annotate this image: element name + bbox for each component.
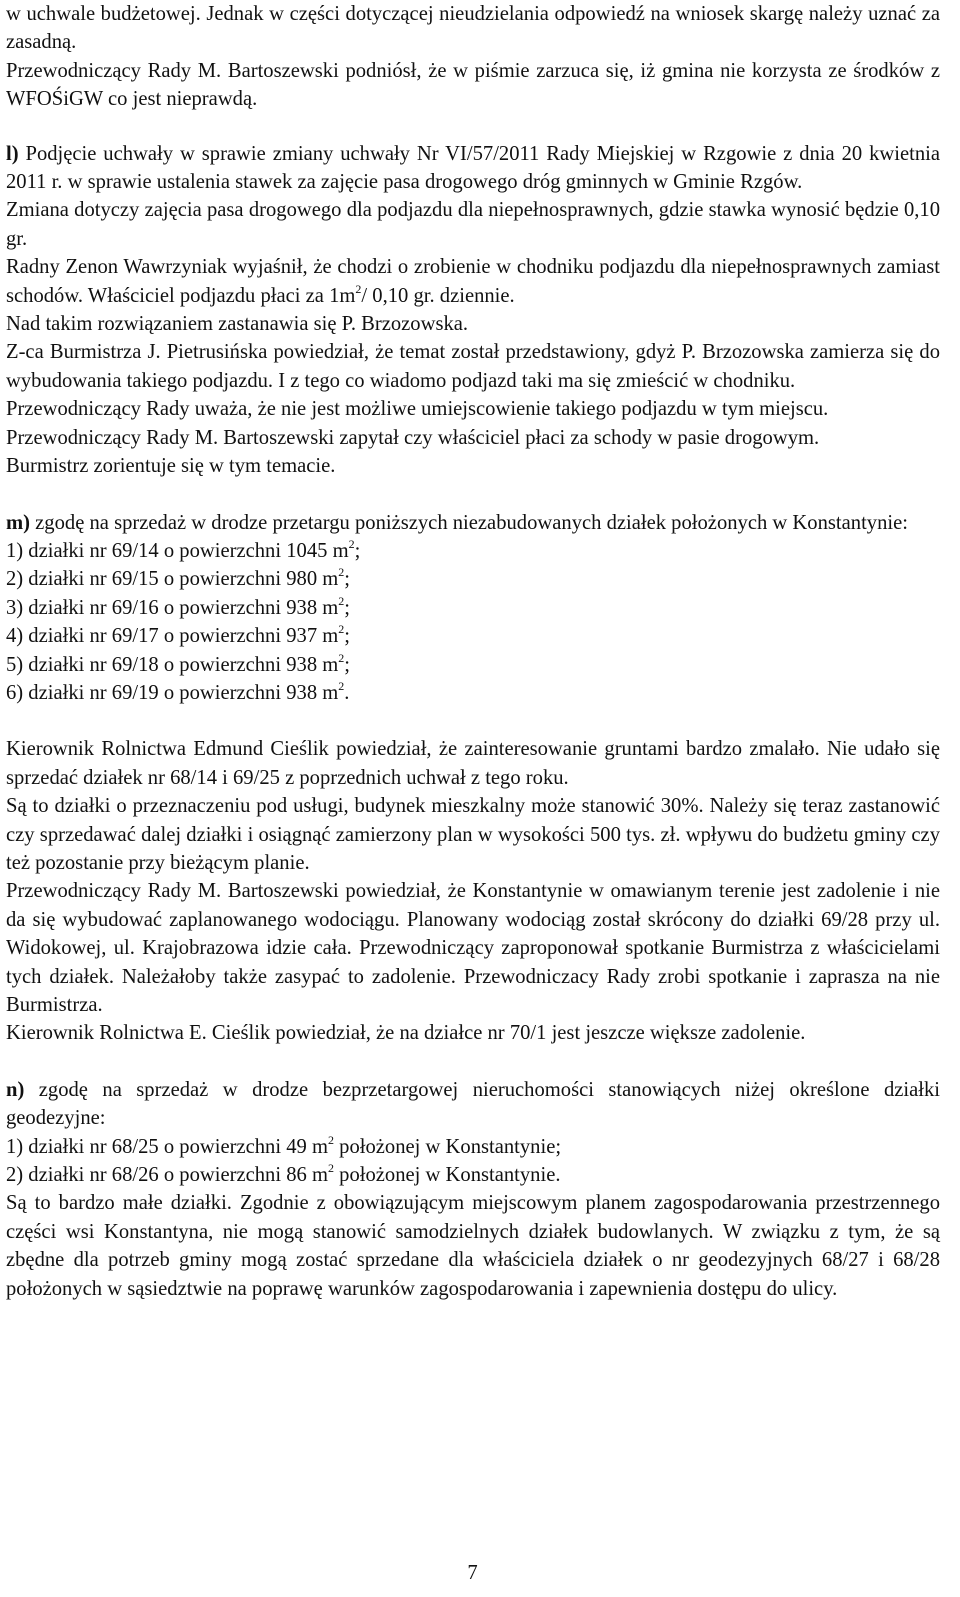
- paragraph-text: / 0,10 gr. dziennie.: [361, 284, 515, 307]
- paragraph: Są to działki o przeznaczeniu pod usługi, budynek mieszkalny może stanowić 30%. Należy się teraz zastanowić czy sprzedawać dalej działki i osiągnąć zamierzony plan w wysokości 500 tys. zł. wpływu do budżetu gminy czy też pozostanie przy bieżącym planie.: [6, 795, 940, 874]
- section-heading-text: zgodę na sprzedaż w drodze bezprzetargowej nieruchomości stanowiących niżej określone działki geodezyjne:: [6, 1078, 940, 1130]
- plot-list: [6, 1133, 940, 1190]
- section-heading-text: Podjęcie uchwały w sprawie zmiany uchwały Nr VI/57/2011 Rady Miejskiej w Rzgowie z dnia 20 kwietnia 2011 r. w sprawie ustalenia stawek za zajęcie pasa drogowego dróg gminnych w Gminie Rzgów.: [6, 142, 940, 194]
- list-item: 6) działki nr 69/19 o powierzchni 938 $m^2$.: [6, 678, 350, 704]
- list-item: 4) działki nr 69/17 o powierzchni 937 $m^2$;: [6, 622, 351, 648]
- paragraph: Burmistrz zorientuje się w tym temacie.: [6, 455, 336, 478]
- paragraph: Przewodniczący Rady M. Bartoszewski podniósł, że w piśmie zarzuca się, iż gmina nie korzysta ze środków z WFOŚiGW co jest nieprawdą.: [6, 59, 940, 111]
- paragraph: [6, 253, 940, 310]
- section-marker: m): [6, 511, 31, 534]
- paragraph: w uchwale budżetowej. Jednak w części dotyczącej nieudzielania odpowiedź na wniosek skargę należy uznać za zasadną.: [6, 3, 940, 54]
- list-item: 1) działki nr 69/14 o powierzchni 1045 $m^2$;: [6, 536, 361, 562]
- plot-list: [6, 537, 940, 707]
- superscript: 2: [355, 281, 362, 296]
- list-item: 1) działki nr 68/25 o powierzchni 49 $m^2$ położonej w Konstantynie;: [6, 1132, 562, 1158]
- section-n-heading: [6, 1076, 940, 1133]
- list-item: 2) działki nr 68/26 o powierzchni 86 $m^2$ położonej w Konstantynie.: [6, 1161, 561, 1187]
- paragraph: Kierownik Rolnictwa E. Cieślik powiedział, że na działce nr 70/1 jest jeszcze większe zadolenie.: [6, 1022, 806, 1045]
- paragraph: Kierownik Rolnictwa Edmund Cieślik powiedział, że zainteresowanie gruntami bardzo zmalało. Nie udało się sprzedać działek nr 68/14 i 69/25 z poprzednich uchwał z tego roku.: [6, 738, 940, 789]
- paragraph: Przewodniczący Rady uważa, że nie jest możliwe umiejscowienie takiego podjazdu w tym miejscu.: [6, 398, 829, 421]
- paragraph: Przewodniczący Rady M. Bartoszewski zapytał czy właściciel płaci za schody w pasie drogowym.: [6, 426, 820, 449]
- list-item: 2) działki nr 69/15 o powierzchni 980 $m^2$;: [6, 565, 351, 591]
- paragraph: Są to bardzo małe działki. Zgodnie z obowiązującym miejscowym planem zagospodarowania przestrzennego części wsi Konstantyna, nie mogą stanowić samodzielnych działek budowlanych. W związku z tym, że są zbędne dla potrzeb gminy mogą zostać sprzedane dla właściciela działek o nr geodezyjnych 68/27 i 68/28 położonych w sąsiedztwie na poprawę warunków zagospodarowania i zapewnienia dostępu do ulicy.: [6, 1192, 940, 1300]
- section-l-heading: [6, 140, 940, 197]
- page-number: 7: [467, 1562, 478, 1584]
- section-m-heading: [6, 509, 940, 537]
- section-heading-text: zgodę na sprzedaż w drodze przetargu poniższych niezabudowanych działek położonych w Konstantynie:: [30, 511, 908, 534]
- paragraph: Zmiana dotyczy zajęcia pasa drogowego dla podjazdu dla niepełnosprawnych, gdzie stawka wynosić będzie 0,10 gr.: [6, 199, 940, 250]
- paragraph-text: Radny Zenon Wawrzyniak wyjaśnił, że chodzi o zrobienie w chodniku podjazdu dla niepełnosprawnych zamiast schodów. Właściciel podjazdu płaci za 1m: [6, 256, 940, 307]
- section-marker: l): [6, 142, 19, 165]
- paragraph: Z-ca Burmistrza J. Pietrusińska powiedział, że temat został przedstawiony, gdyż P. Brzozowska zamierza się do wybudowania takiego podjazdu. I z tego co wiadomo podjazd taki ma się zmieścić w chodniku.: [6, 341, 940, 392]
- section-marker: n): [6, 1078, 25, 1101]
- list-item: 3) działki nr 69/16 o powierzchni 938 $m^2$;: [6, 593, 351, 619]
- document-page: [6, 0, 940, 1303]
- paragraph: Przewodniczący Rady M. Bartoszewski powiedział, że Konstantynie w omawianym terenie jest zadolenie i nie da się wybudować zaplanowanego wodociągu. Planowany wodociąg został skrócony do działki 69/28 przy ul. Widokowej, ul. Krajobrazowa idzie cała. Przewodniczący zaproponował spotkanie Burmistrza z właścicielami tych działek. Należałoby także zasypać to zadolenie. Przewodniczacy Rady zrobi spotkanie i zaprasza na nie Burmistrza.: [6, 880, 940, 1016]
- paragraph: Nad takim rozwiązaniem zastanawia się P. Brzozowska.: [6, 313, 469, 336]
- list-item: 5) działki nr 69/18 o powierzchni 938 $m^2$;: [6, 650, 351, 676]
